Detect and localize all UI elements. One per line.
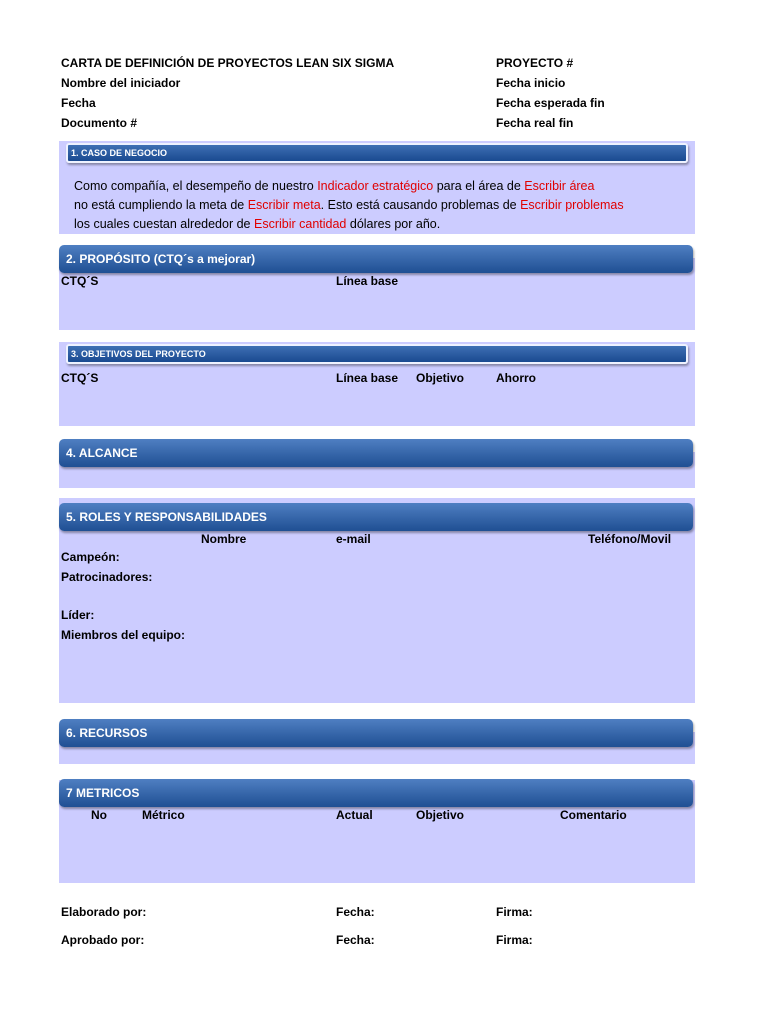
- initiator-label: Nombre del iniciador: [61, 76, 181, 90]
- purpose-header: 2. PROPÓSITO (CTQ´s a mejorar): [59, 245, 693, 273]
- roles-header: 5. ROLES Y RESPONSABILIDADES: [59, 503, 693, 531]
- approved-signature-label: Firma:: [496, 933, 533, 947]
- sponsors-label: Patrocinadores:: [61, 570, 153, 584]
- document-title: CARTA DE DEFINICIÓN DE PROYECTOS LEAN SIX SIGMA: [61, 56, 395, 70]
- metrics-header: 7 METRICOS: [59, 779, 693, 807]
- prepared-signature-label: Firma:: [496, 905, 533, 919]
- purpose-ctq-label: CTQ´S: [61, 274, 99, 288]
- metrics-no-column: No: [91, 808, 107, 822]
- project-number-label: PROYECTO #: [496, 56, 574, 70]
- objectives-ctq-label: CTQ´S: [61, 371, 99, 385]
- metrics-metric-column: Métrico: [142, 808, 185, 822]
- approved-by-label: Aprobado por:: [61, 933, 145, 947]
- roles-email-column: e-mail: [336, 532, 371, 546]
- metrics-comment-column: Comentario: [560, 808, 627, 822]
- document-number-label: Documento #: [61, 116, 138, 130]
- problems-field[interactable]: Escribir problemas: [520, 198, 624, 212]
- prepared-by-label: Elaborado por:: [61, 905, 147, 919]
- prepared-date-label: Fecha:: [336, 905, 375, 919]
- approved-date-label: Fecha:: [336, 933, 375, 947]
- team-members-label: Miembros del equipo:: [61, 628, 186, 642]
- business-case-line-1: Como compañía, el desempeño de nuestro Indicador estratégico para el área de Escribir área: [74, 179, 595, 193]
- objectives-target-label: Objetivo: [416, 371, 465, 385]
- metrics-actual-column: Actual: [336, 808, 373, 822]
- resources-header: 6. RECURSOS: [59, 719, 693, 747]
- champion-label: Campeón:: [61, 550, 120, 564]
- metrics-target-column: Objetivo: [416, 808, 465, 822]
- business-case-line-3: los cuales cuestan alrededor de Escribir cantidad dólares por año.: [74, 217, 441, 231]
- roles-name-column: Nombre: [201, 532, 247, 546]
- business-case-line-2: no está cumpliendo la meta de Escribir meta. Esto está causando problemas de Escribir problemas: [74, 198, 624, 212]
- goal-field[interactable]: Escribir meta: [247, 198, 321, 212]
- area-field[interactable]: Escribir área: [524, 179, 595, 193]
- business-case-header: 1. CASO DE NEGOCIO: [66, 143, 688, 163]
- leader-label: Líder:: [61, 608, 95, 622]
- objectives-savings-label: Ahorro: [496, 371, 536, 385]
- purpose-baseline-label: Línea base: [336, 274, 399, 288]
- objectives-baseline-label: Línea base: [336, 371, 399, 385]
- objectives-header: 3. OBJETIVOS DEL PROYECTO: [66, 344, 688, 364]
- strategic-indicator-field[interactable]: Indicador estratégico: [317, 179, 434, 193]
- date-label: Fecha: [61, 96, 96, 110]
- roles-phone-column: Teléfono/Movil: [588, 532, 672, 546]
- scope-header: 4. ALCANCE: [59, 439, 693, 467]
- start-date-label: Fecha inicio: [496, 76, 566, 90]
- expected-end-label: Fecha esperada fin: [496, 96, 605, 110]
- amount-field[interactable]: Escribir cantidad: [253, 217, 347, 231]
- real-end-label: Fecha real fin: [496, 116, 574, 130]
